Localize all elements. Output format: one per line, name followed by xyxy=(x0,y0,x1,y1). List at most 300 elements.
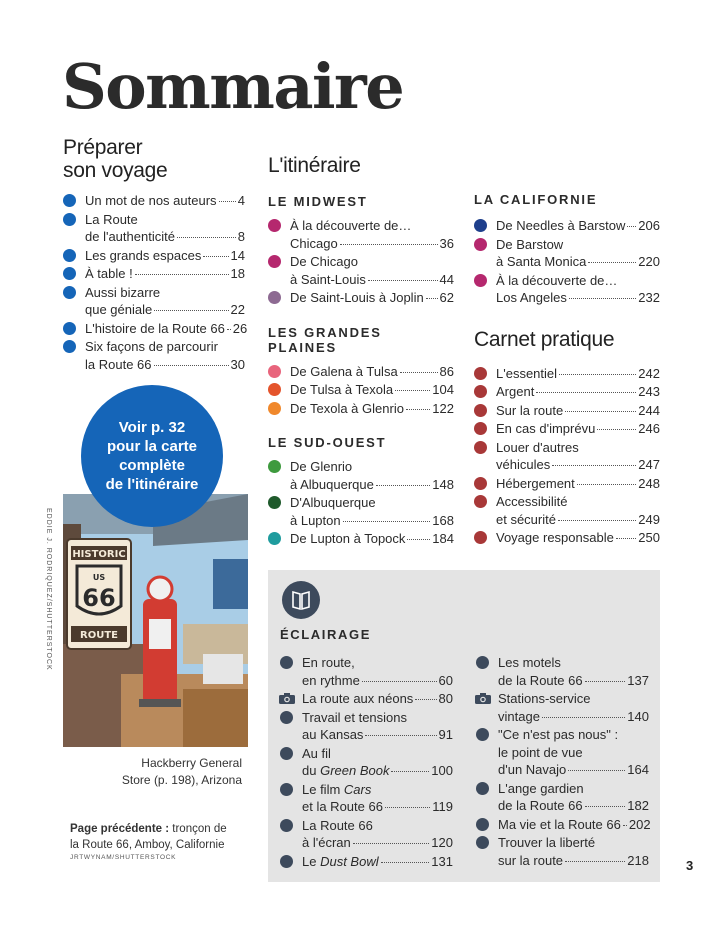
toc-entry[interactable] xyxy=(474,383,660,401)
entry-line xyxy=(85,211,245,229)
toc-entry[interactable] xyxy=(474,236,660,271)
entry-line xyxy=(85,301,245,319)
dot-leader xyxy=(385,807,430,808)
entry-text-part: Louer d'autres xyxy=(496,439,579,455)
entry-text xyxy=(85,320,225,338)
entry-line xyxy=(290,494,454,512)
previous-page-caption: Page précédente : tronçon de la Route 66, Amboy, Californie xyxy=(70,823,227,851)
entry-text xyxy=(85,265,133,283)
entry-text-part: À la découverte de… xyxy=(496,272,618,288)
entry-text-part: Au fil xyxy=(302,745,331,761)
toc-list-preparer xyxy=(63,192,248,373)
bullet-dot xyxy=(476,656,489,669)
toc-entry[interactable] xyxy=(474,493,660,528)
bullet-dot xyxy=(268,365,281,378)
entry-text xyxy=(498,781,584,796)
entry-text xyxy=(290,400,404,418)
bullet-dot xyxy=(63,322,76,335)
page-number-ref: 26 xyxy=(232,320,248,336)
entry-text xyxy=(290,495,376,510)
entry-text xyxy=(290,381,393,399)
bullet-dot xyxy=(268,383,281,396)
page-number-ref: 62 xyxy=(439,290,454,305)
entry-text-part: De Barstow xyxy=(496,236,564,252)
dot-leader xyxy=(597,429,636,430)
page-number-ref: 184 xyxy=(432,531,454,546)
entry-text xyxy=(302,834,351,852)
entry-text-part: d'un Navajo xyxy=(498,762,567,777)
dot-leader xyxy=(588,262,636,263)
sign-text-66: 66 xyxy=(82,584,116,612)
entry-line xyxy=(498,816,649,834)
entry-text-part: le point de vue xyxy=(498,744,583,760)
entry-text xyxy=(496,237,563,252)
bullet-dot xyxy=(474,385,487,398)
page-number-ref: 248 xyxy=(638,475,660,491)
entry-text xyxy=(498,797,583,815)
entry-line xyxy=(498,852,649,870)
section-itineraire xyxy=(268,154,454,549)
dot-leader xyxy=(376,485,430,486)
dot-leader xyxy=(623,825,627,826)
dot-leader xyxy=(154,365,229,366)
entry-text xyxy=(290,289,424,307)
toc-entry[interactable] xyxy=(280,690,453,708)
toc-entry[interactable] xyxy=(474,420,660,438)
entry-line xyxy=(498,780,649,798)
entry-line xyxy=(498,726,649,744)
dot-leader xyxy=(585,681,626,682)
page-number-ref: 122 xyxy=(432,400,454,416)
eclairage-list-right xyxy=(476,654,649,870)
bullet-dot xyxy=(63,286,76,299)
bullet-dot xyxy=(474,367,487,380)
entry-line xyxy=(302,654,453,672)
entry-text xyxy=(302,690,413,708)
bullet-dot xyxy=(280,855,293,868)
entry-line xyxy=(498,834,649,852)
toc-entry[interactable] xyxy=(268,494,454,529)
sign-text-historic: HISTORIC xyxy=(72,549,126,560)
map-callout-badge[interactable]: Voir p. 32 pour la carte complète de l'itinéraire xyxy=(81,385,223,527)
entry-line xyxy=(496,236,660,254)
entry-text xyxy=(496,440,579,455)
entry-text-part: De Tulsa à Texola xyxy=(290,382,394,397)
entry-line xyxy=(85,265,245,283)
section-preparer xyxy=(63,136,248,374)
entry-line xyxy=(85,338,245,356)
page-number-ref: 243 xyxy=(638,384,660,399)
entry-text-part: à Santa Monica xyxy=(496,254,587,269)
entry-line xyxy=(290,253,454,271)
dot-leader xyxy=(552,465,636,466)
entry-text xyxy=(290,271,366,289)
entry-text xyxy=(302,655,355,670)
toc-entry[interactable] xyxy=(280,745,453,780)
dot-leader xyxy=(177,237,236,238)
page-number-ref: 60 xyxy=(438,672,453,688)
dot-leader xyxy=(426,298,438,299)
entry-text xyxy=(290,254,358,269)
entry-line xyxy=(85,320,248,338)
entry-text xyxy=(496,365,557,383)
entry-text xyxy=(302,710,407,725)
entry-line xyxy=(302,781,453,799)
page-number: 3 xyxy=(686,858,694,873)
entry-text-part: L'essentiel xyxy=(496,365,558,381)
dot-leader xyxy=(343,521,431,522)
entry-line xyxy=(302,690,453,708)
entry-line xyxy=(498,672,649,690)
page-number-ref: 148 xyxy=(432,476,454,492)
entry-line xyxy=(496,217,660,235)
bullet-dot xyxy=(63,194,76,207)
dot-leader xyxy=(395,390,430,391)
region-title-midwest: LE MIDWEST xyxy=(268,194,368,209)
entry-text-part: Le film xyxy=(302,781,344,797)
photo-illustration xyxy=(63,494,248,747)
dot-leader xyxy=(568,770,625,771)
entry-text xyxy=(496,289,567,307)
entry-text xyxy=(85,212,138,227)
entry-text xyxy=(496,383,534,401)
bullet-dot xyxy=(63,213,76,226)
bullet-dot xyxy=(474,441,487,454)
toc-entry[interactable] xyxy=(280,781,453,816)
entry-line xyxy=(302,853,453,871)
page-number-ref: 206 xyxy=(638,218,660,233)
page-number-ref: 202 xyxy=(628,816,651,832)
toc-entry[interactable] xyxy=(268,253,454,288)
entry-line xyxy=(496,253,660,271)
dot-leader xyxy=(400,372,438,373)
region-title-californie: LA CALIFORNIE xyxy=(474,192,598,207)
bullet-dot xyxy=(280,819,293,832)
page-number-ref: 164 xyxy=(627,762,649,777)
bullet-dot xyxy=(474,238,487,251)
camera-icon xyxy=(279,693,295,704)
entry-text-part: de la Route 66 xyxy=(498,672,583,688)
entry-text-part: La Route 66 xyxy=(302,817,373,833)
entry-line xyxy=(85,192,245,210)
entry-line xyxy=(290,271,454,289)
entry-line xyxy=(302,834,453,852)
toc-entry[interactable] xyxy=(476,690,649,725)
eclairage-title: ÉCLAIRAGE xyxy=(280,627,371,642)
toc-entry[interactable] xyxy=(280,709,453,744)
entry-line xyxy=(290,458,454,476)
entry-line xyxy=(496,383,660,401)
bullet-dot xyxy=(476,782,489,795)
entry-text-part: en rythme xyxy=(302,672,360,688)
entry-line xyxy=(496,456,660,474)
toc-entry[interactable] xyxy=(474,529,660,547)
page-number-ref: 249 xyxy=(638,511,660,527)
entry-text xyxy=(290,476,374,494)
toc-entry[interactable] xyxy=(280,853,453,871)
entry-text-part: du xyxy=(302,763,321,778)
toc-entry[interactable] xyxy=(63,284,245,319)
dot-leader xyxy=(340,244,438,245)
entry-text-part: Travail et tensions xyxy=(302,709,408,725)
dot-leader xyxy=(154,310,228,311)
dot-leader xyxy=(616,538,636,539)
entry-text xyxy=(498,761,566,779)
region-title-sudouest: LE SUD-OUEST xyxy=(268,435,387,450)
toc-entry[interactable] xyxy=(476,654,649,689)
dot-leader xyxy=(585,806,626,807)
entry-text xyxy=(496,494,568,509)
dot-leader xyxy=(365,735,436,736)
entry-line xyxy=(290,512,454,530)
entry-line xyxy=(302,726,453,744)
entry-text-part: "Ce n'est pas nous" : xyxy=(498,727,619,742)
page-number-ref: 242 xyxy=(638,365,660,381)
entry-text-part: De Galena à Tulsa xyxy=(290,363,398,379)
toc-entry[interactable] xyxy=(476,726,649,779)
entry-text-part: Trouver la liberté xyxy=(498,835,596,850)
entry-text-part: au Kansas xyxy=(302,727,364,742)
sign-text-us: US xyxy=(92,573,106,582)
entry-line xyxy=(498,654,649,672)
dot-leader xyxy=(203,256,228,257)
entry-text xyxy=(498,745,583,760)
toc-entry[interactable] xyxy=(63,211,245,246)
toc-entry[interactable] xyxy=(280,654,453,689)
entry-text xyxy=(496,273,617,288)
entry-text xyxy=(290,218,411,233)
entry-text-part: Accessibilité xyxy=(496,494,568,509)
entry-text-part: Stations-service xyxy=(498,691,591,706)
toc-list-carnet xyxy=(474,365,660,547)
bullet-dot xyxy=(474,404,487,417)
page-number-ref: 247 xyxy=(638,457,660,472)
entry-text-part: Argent xyxy=(496,384,535,399)
entry-line xyxy=(498,761,649,779)
entry-text-part: L'histoire de la Route 66 xyxy=(85,320,225,336)
page-number-ref: 182 xyxy=(627,798,649,813)
entry-line xyxy=(498,744,649,762)
entry-text-part: que géniale xyxy=(85,302,153,317)
dot-leader xyxy=(219,201,236,202)
entry-text-part: Six façons de parcourir xyxy=(85,339,218,354)
entry-line xyxy=(302,672,453,690)
entry-text xyxy=(498,655,561,670)
entry-text-part: Cars xyxy=(343,781,372,797)
toc-entry[interactable] xyxy=(476,834,649,869)
bullet-dot xyxy=(280,747,293,760)
entry-line xyxy=(290,289,454,307)
page-number-ref: 218 xyxy=(627,852,649,868)
entry-text xyxy=(496,529,614,547)
entry-text-part: la Route 66 xyxy=(85,356,152,372)
bullet-dot xyxy=(474,531,487,544)
dot-leader xyxy=(362,681,437,682)
page-number-ref: 131 xyxy=(431,853,453,869)
dot-leader xyxy=(536,392,636,393)
dot-leader xyxy=(135,274,229,275)
toc-entry[interactable] xyxy=(63,320,248,338)
entry-text xyxy=(496,420,595,438)
entry-line xyxy=(496,529,660,547)
entry-text xyxy=(85,228,175,246)
entry-text-part: à Lupton xyxy=(290,512,341,528)
entry-text-part: Les grands espaces xyxy=(85,247,202,263)
bullet-dot xyxy=(474,422,487,435)
toc-entry[interactable] xyxy=(268,289,454,307)
entry-text xyxy=(498,672,583,690)
entry-line xyxy=(498,690,649,708)
dot-leader xyxy=(415,699,436,700)
page-number-ref: 220 xyxy=(638,254,660,269)
photo-caption: Hackberry General Store (p. 198), Arizona xyxy=(121,756,242,787)
entry-text-part: Aussi bizarre xyxy=(85,284,161,300)
page-number-ref: 18 xyxy=(230,266,245,281)
toc-entry[interactable] xyxy=(63,247,245,265)
page-number-ref: 36 xyxy=(439,235,454,251)
bullet-dot xyxy=(268,532,281,545)
toc-entry[interactable] xyxy=(474,365,660,383)
entry-text-part: Green Book xyxy=(320,763,390,778)
bullet-dot xyxy=(268,255,281,268)
dot-leader xyxy=(627,226,636,227)
entry-text xyxy=(290,530,405,548)
toc-entry[interactable] xyxy=(280,817,453,852)
page-number-ref: 4 xyxy=(237,193,245,208)
bullet-dot xyxy=(474,274,487,287)
page-number-ref: 22 xyxy=(230,302,245,317)
entry-text xyxy=(302,746,331,761)
entry-line xyxy=(302,817,453,835)
toc-entry[interactable] xyxy=(476,816,649,834)
toc-entry[interactable] xyxy=(474,402,660,420)
entry-text xyxy=(85,285,160,300)
toc-entry[interactable] xyxy=(474,272,660,307)
previous-page-credit: JRTWYNAM/SHUTTERSTOCK xyxy=(70,854,177,861)
dot-leader xyxy=(381,862,430,863)
entry-text-part: de l'authenticité xyxy=(85,229,175,244)
page-number-ref: 44 xyxy=(439,271,454,287)
entry-line xyxy=(498,797,649,815)
bullet-dot xyxy=(268,219,281,232)
photo-credit: EDDIE J. RODRIQUEZ/SHUTTERSTOCK xyxy=(45,508,52,671)
entry-text-part: La route aux néons xyxy=(302,691,414,706)
bullet-dot xyxy=(268,402,281,415)
entry-text xyxy=(496,511,556,529)
entry-text-part: Les motels xyxy=(498,655,561,670)
toc-entry[interactable] xyxy=(476,780,649,815)
toc-list-sudouest xyxy=(268,458,454,548)
page-number-ref: 137 xyxy=(627,672,649,688)
page-number-ref: 140 xyxy=(627,708,649,724)
entry-line xyxy=(302,709,453,727)
entry-text xyxy=(302,672,360,690)
page-number-ref: 104 xyxy=(432,382,454,397)
entry-line xyxy=(85,284,245,302)
toc-entry[interactable] xyxy=(63,338,245,373)
entry-text xyxy=(496,217,625,235)
entry-text-part: vintage xyxy=(498,708,540,724)
entry-text xyxy=(290,512,341,530)
toc-entry[interactable] xyxy=(268,217,454,252)
eclairage-panel xyxy=(268,570,660,882)
bullet-dot xyxy=(476,728,489,741)
entry-text xyxy=(498,727,618,742)
entry-text-part: et sécurité xyxy=(496,511,556,527)
page-number-ref: 232 xyxy=(638,290,660,305)
bullet-dot xyxy=(280,711,293,724)
entry-line xyxy=(496,511,660,529)
entry-text-part: véhicules xyxy=(496,457,551,472)
entry-text-part: De Lupton à Topock xyxy=(290,531,406,546)
toc-entry[interactable] xyxy=(268,530,454,548)
entry-line xyxy=(496,402,660,420)
entry-text xyxy=(290,235,338,253)
entry-line xyxy=(496,493,660,511)
entry-text xyxy=(302,726,363,744)
entry-text-part: à Albuquerque xyxy=(290,476,374,492)
bullet-dot xyxy=(474,219,487,232)
dot-leader xyxy=(559,374,636,375)
hackberry-store-photo xyxy=(63,494,248,747)
toc-entry[interactable] xyxy=(268,400,454,418)
page-number-ref: 86 xyxy=(439,363,454,379)
entry-text xyxy=(85,192,217,210)
entry-text-part: De Saint-Louis à Joplin xyxy=(290,290,424,305)
entry-text xyxy=(496,402,563,420)
toc-entry[interactable] xyxy=(474,439,660,474)
entry-line xyxy=(290,217,454,235)
entry-text-part: En route, xyxy=(302,655,355,670)
toc-entry[interactable] xyxy=(63,265,245,283)
section-title-carnet: Carnet pratique xyxy=(474,327,615,351)
toc-entry[interactable] xyxy=(268,458,454,493)
entry-text xyxy=(302,782,371,797)
entry-line xyxy=(85,356,245,374)
toc-entry[interactable] xyxy=(268,363,454,381)
entry-line xyxy=(290,363,454,381)
entry-line xyxy=(290,400,454,418)
dot-leader xyxy=(577,484,637,485)
entry-text xyxy=(302,762,389,780)
entry-text-part: Chicago xyxy=(290,235,338,251)
entry-text xyxy=(85,301,152,319)
book-icon xyxy=(282,581,320,619)
entry-text-part: Hébergement xyxy=(496,475,575,491)
toc-entry[interactable] xyxy=(474,475,660,493)
page-number-ref: 250 xyxy=(638,530,660,545)
entry-line xyxy=(85,247,245,265)
entry-text-part: En cas d'imprévu xyxy=(496,421,596,436)
dot-leader xyxy=(368,280,438,281)
toc-entry[interactable] xyxy=(474,217,660,235)
entry-line xyxy=(85,228,245,246)
dot-leader xyxy=(407,539,430,540)
dot-leader xyxy=(391,771,429,772)
entry-text xyxy=(302,853,379,871)
toc-entry[interactable] xyxy=(268,381,454,399)
entry-line xyxy=(290,381,454,399)
entry-text-part: Sur la route xyxy=(496,402,564,418)
entry-text xyxy=(496,475,575,493)
section-californie xyxy=(474,192,660,548)
page-number-ref: 91 xyxy=(438,727,453,742)
entry-text-part: sur la route xyxy=(498,852,564,868)
entry-text-part: Los Angeles xyxy=(496,290,567,305)
bullet-dot xyxy=(476,836,489,849)
entry-text-part: D'Albuquerque xyxy=(290,495,376,510)
toc-entry[interactable] xyxy=(63,192,245,210)
